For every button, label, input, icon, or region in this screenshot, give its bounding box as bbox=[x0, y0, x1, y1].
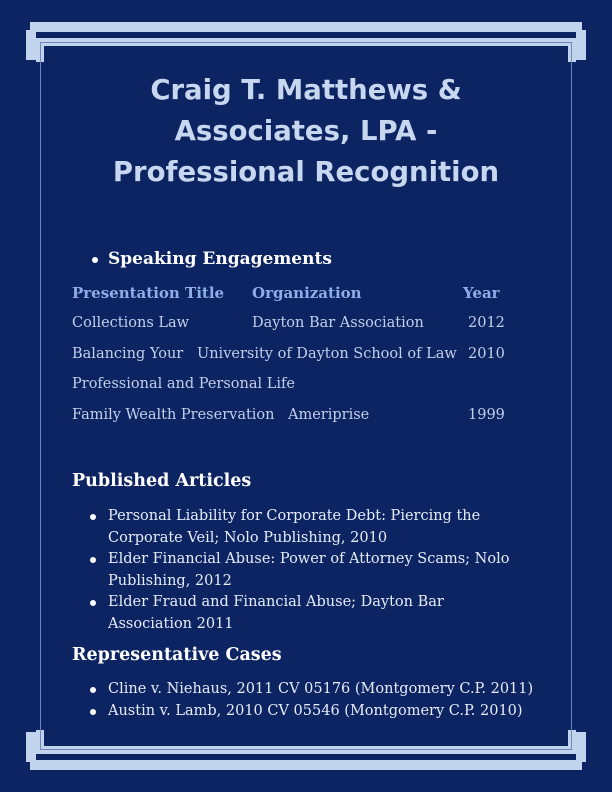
list-item bbox=[108, 549, 548, 592]
row-1-org: Dayton Bar Association bbox=[252, 315, 424, 331]
case-text: Austin v. Lamb, 2010 CV 05546 (Montgomery C.P. 2010) bbox=[108, 702, 523, 719]
speaking-heading: Speaking Engagements bbox=[108, 249, 332, 269]
case-text: Cline v. Niehaus, 2011 CV 05176 (Montgomery C.P. 2011) bbox=[108, 681, 534, 697]
article-text: Elder Financial Abuse: Power of Attorney Scams; Nolo Publishing, 2012 bbox=[108, 551, 510, 589]
list-item bbox=[108, 679, 548, 701]
cases-heading: Representative Cases bbox=[72, 645, 282, 665]
row-3-year: 1999 bbox=[468, 407, 505, 423]
article-text: Elder Fraud and Financial Abuse; Dayton Bar Association 2011 bbox=[108, 594, 444, 632]
col-header-title: Presentation Title bbox=[72, 284, 225, 302]
col-header-organization: Organization bbox=[252, 284, 362, 302]
row-2-title-continued: Professional and Personal Life bbox=[72, 376, 295, 392]
bullet-icon bbox=[90, 557, 96, 563]
bullet-icon bbox=[90, 514, 96, 520]
row-3-org: Ameriprise bbox=[288, 407, 370, 423]
row-2-org: University of Dayton School of Law bbox=[197, 346, 457, 362]
bullet-icon bbox=[90, 687, 96, 693]
articles-list bbox=[108, 506, 548, 635]
bullet-icon bbox=[90, 709, 96, 715]
title-line-2: Associates, LPA - bbox=[174, 115, 438, 147]
list-item bbox=[108, 506, 548, 549]
row-1-year: 2012 bbox=[468, 315, 505, 331]
article-text: Personal Liability for Corporate Debt: Piercing the Corporate Veil; Nolo Publishing, 2010 bbox=[108, 508, 481, 546]
row-1-title: Collections Law bbox=[72, 315, 190, 331]
col-header-year: Year bbox=[463, 284, 500, 302]
row-2-title: Balancing Your bbox=[72, 346, 184, 362]
articles-heading: Published Articles bbox=[72, 471, 252, 491]
row-3-title: Family Wealth Preservation bbox=[72, 407, 275, 423]
title-line-1: Craig T. Matthews & bbox=[150, 74, 462, 106]
cases-list bbox=[108, 679, 548, 722]
list-item bbox=[108, 701, 548, 723]
row-2-year: 2010 bbox=[468, 346, 505, 362]
page-title bbox=[60, 70, 552, 193]
bullet-icon bbox=[90, 600, 96, 606]
list-item bbox=[108, 592, 528, 635]
bullet-icon bbox=[92, 257, 98, 263]
title-line-3: Professional Recognition bbox=[112, 156, 500, 188]
